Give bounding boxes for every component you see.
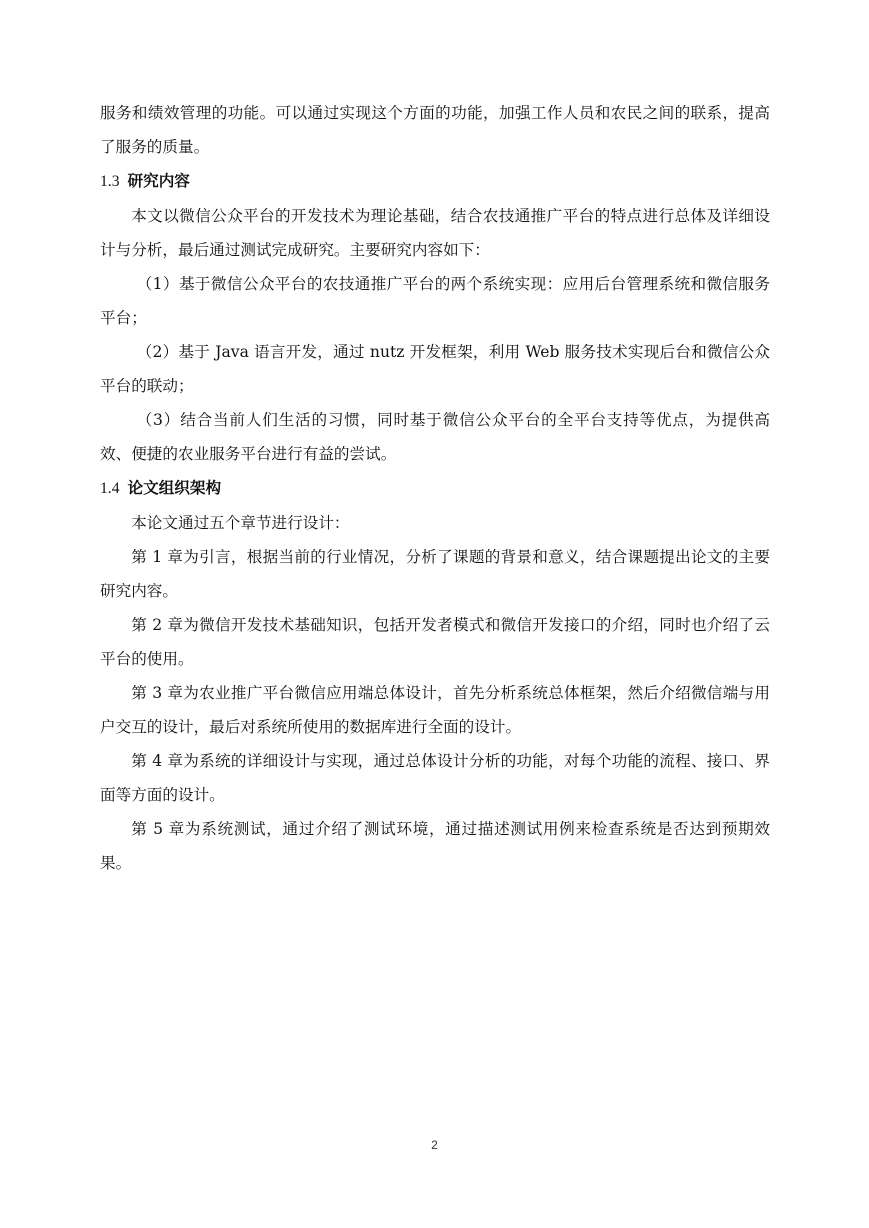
list-item-research-3: （3）结合当前人们生活的习惯，同时基于微信公众平台的全平台支持等优点，为提供高效、便捷的农业服务平台进行有益的尝试。 [100,411,770,463]
paragraph-chapter-2: 第 2 章为微信开发技术基础知识，包括开发者模式和微信开发接口的介绍，同时也介绍了云平台的使用。 [100,616,770,668]
section-number: 1.3 [100,173,120,190]
list-item-research-2: （2）基于 Java 语言开发，通过 nutz 开发框架，利用 Web 服务技术实现后台和微信公众平台的联动； [100,343,770,395]
section-heading-1-4 [100,471,770,506]
paragraph-chapter-1: 第 1 章为引言，根据当前的行业情况，分析了课题的背景和意义，结合课题提出论文的主要研究内容。 [100,548,770,600]
section-heading-1-3 [100,164,770,199]
page-body [100,96,770,880]
section-title: 研究内容 [127,171,190,190]
paragraph-chapter-5: 第 5 章为系统测试，通过介绍了测试环境，通过描述测试用例来检查系统是否达到预期效果。 [100,820,770,872]
page-number: 2 [431,1138,438,1152]
list-item-research-1: （1）基于微信公众平台的农技通推广平台的两个系统实现：应用后台管理系统和微信服务平台； [100,275,770,327]
section-title: 论文组织架构 [127,478,222,497]
paragraph-research-content: 本文以微信公众平台的开发技术为理论基础，结合农技通推广平台的特点进行总体及详细设计与分析，最后通过测试完成研究。主要研究内容如下： [100,207,770,259]
paragraph-structure-intro: 本论文通过五个章节进行设计： [131,514,350,532]
paragraph-chapter-4: 第 4 章为系统的详细设计与实现，通过总体设计分析的功能，对每个功能的流程、接口、界面等方面的设计。 [100,752,770,804]
section-number: 1.4 [100,480,120,497]
paragraph-chapter-3: 第 3 章为农业推广平台微信应用端总体设计，首先分析系统总体框架，然后介绍微信端与用户交互的设计，最后对系统所使用的数据库进行全面的设计。 [100,684,770,736]
paragraph-intro-continued: 服务和绩效管理的功能。可以通过实现这个方面的功能，加强工作人员和农民之间的联系，提高了服务的质量。 [100,104,770,156]
